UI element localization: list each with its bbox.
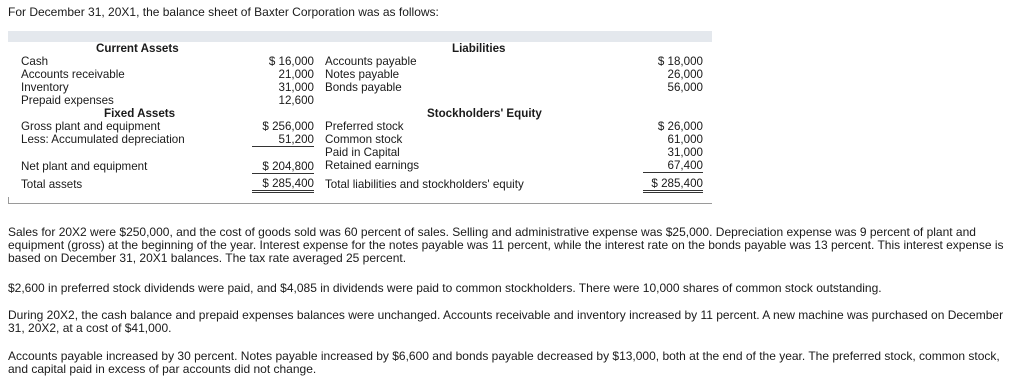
total-assets-label: Total assets	[21, 178, 83, 191]
liabilities-header: Liabilities	[452, 42, 506, 55]
accum-dep-label: Less: Accumulated depreciation	[21, 133, 185, 146]
np-label: Notes payable	[325, 68, 400, 81]
ap-label: Accounts payable	[325, 55, 417, 68]
table-bottom-corner	[8, 197, 9, 203]
intro-text: For December 31, 20X1, the balance sheet of Baxter Corporation was as follows:	[8, 5, 439, 19]
pic-value: 31,000	[667, 146, 703, 159]
gross-plant-value: $ 256,000	[262, 120, 314, 133]
np-value: 26,000	[667, 68, 703, 81]
header-band	[8, 31, 712, 42]
preferred-label: Preferred stock	[325, 120, 404, 133]
net-plant-value: $ 204,800	[252, 160, 314, 174]
ar-value: 21,000	[278, 68, 314, 81]
prepaid-value: 12,600	[278, 94, 314, 107]
total-liab-value: $ 285,400	[643, 177, 703, 193]
balance-sheet-table	[8, 31, 712, 204]
total-liab-label: Total liabilities and stockholders' equity	[325, 178, 524, 191]
fixed-assets-header: Fixed Assets	[104, 107, 176, 120]
ap-value: $ 18,000	[657, 55, 703, 68]
inventory-value: 31,000	[278, 81, 314, 94]
paragraph-dividends: $2,600 in preferred stock dividends were paid, and $4,085 in dividends were paid to common stockholders. There were 10,000 shares of common stock outstanding.	[8, 281, 882, 295]
common-label: Common stock	[325, 133, 403, 146]
total-assets-value: $ 285,400	[252, 177, 314, 193]
ar-label: Accounts receivable	[21, 68, 125, 81]
cash-value: $ 16,000	[268, 55, 314, 68]
common-value: 61,000	[667, 133, 703, 146]
preferred-value: $ 26,000	[657, 120, 703, 133]
paragraph-balances: During 20X2, the cash balance and prepaid expenses balances were unchanged. Accounts receivable and inventory increased by 11 percent. A new machine was purchased on December 31, 20X2, at a cost of $41,000.	[8, 308, 1004, 335]
equity-header: Stockholders' Equity	[427, 107, 542, 120]
cash-label: Cash	[21, 55, 49, 68]
bp-label: Bonds payable	[325, 81, 402, 94]
inventory-label: Inventory	[21, 81, 69, 94]
paragraph-sales: Sales for 20X2 were $250,000, and the cost of goods sold was 60 percent of sales. Selling and administrative expense was $25,000. Depreciation expense was 9 percent of plant and equipment (gross) at the beginning of the year. Interest expense for the notes payable was 11 percent, while the interest rate on the bonds payable was 13 percent. This interest expense is based on December 31, 20X1 balances. The tax rate averaged 25 percent.	[8, 225, 1004, 265]
gross-plant-label: Gross plant and equipment	[21, 120, 161, 133]
current-assets-header: Current Assets	[96, 42, 179, 55]
pic-label: Paid in Capital	[325, 146, 400, 159]
prepaid-label: Prepaid expenses	[21, 94, 114, 107]
retained-label: Retained earnings	[325, 159, 420, 172]
net-plant-label: Net plant and equipment	[21, 160, 148, 173]
bp-value: 56,000	[667, 81, 703, 94]
accum-dep-value: 51,200	[252, 133, 314, 147]
paragraph-payables: Accounts payable increased by 30 percent. Notes payable increased by $6,600 and bonds payable decreased by $13,000, both at the end of the year. The preferred stock, common stock, and capital paid in excess of par accounts did not change.	[8, 349, 1000, 376]
retained-value: 67,400	[643, 159, 703, 173]
